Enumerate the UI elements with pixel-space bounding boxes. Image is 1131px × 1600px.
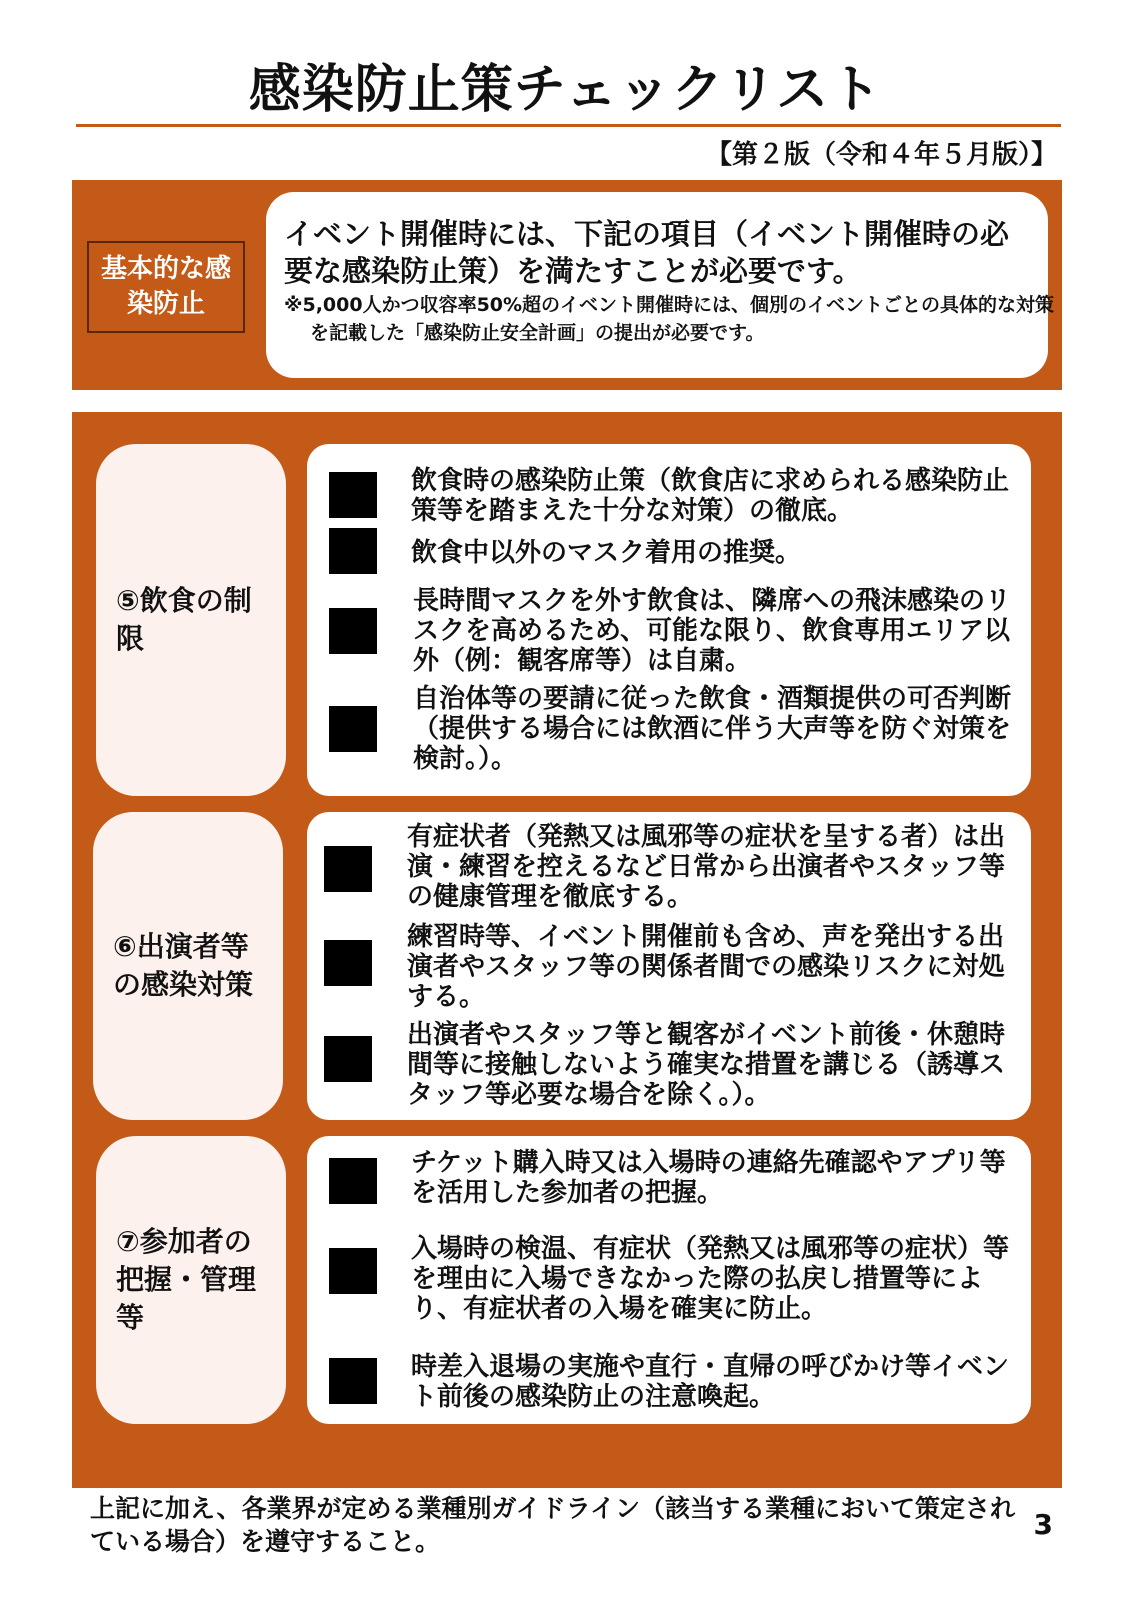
category-label: ⑥出演者等の感染対策 (113, 930, 254, 1001)
items-participants (307, 1136, 1031, 1424)
category-label: ⑦参加者の把握・管理等 (116, 1225, 257, 1334)
basic-main-text: イベント開催時には、下記の項目（イベント開催時の必要な感染防止策）を満たすことが必要です。 (284, 217, 1010, 289)
edition-label: 【第２版（令和４年５月版）】 (705, 140, 1057, 170)
item-text: 出演者やスタッフ等と観客がイベント前後・休憩時間等に接触しないよう確実な措置を講じる（誘導スタッフ等必要な場合を除く。）。 (407, 1020, 1006, 1111)
checkbox[interactable] (329, 528, 377, 574)
checkbox[interactable] (329, 1358, 377, 1404)
category-performers (93, 812, 283, 1120)
checkbox[interactable] (329, 608, 377, 654)
checkbox[interactable] (324, 1036, 372, 1082)
basic-note-text: ※5,000人かつ収容率50%超のイベント開催時には、個別のイベントごとの具体的な対策を記載した「感染防止安全計画」の提出が必要です。 (284, 294, 1055, 344)
item-text: 練習時等、イベント開催前も含め、声を発出する出演者やスタッフ等の関係者間での感染リスクに対処する。 (407, 922, 1005, 1013)
item-text: チケット購入時又は入場時の連絡先確認やアプリ等を活用した参加者の把握。 (411, 1148, 1006, 1209)
item-text: 時差入退場の実施や直行・直帰の呼びかけ等イベント前後の感染防止の注意喚起。 (411, 1352, 1010, 1413)
checkbox[interactable] (329, 706, 377, 752)
item-text: 入場時の検温、有症状（発熱又は風邪等の症状）等を理由に入場できなかった際の払戻し措置等により、有症状者の入場を確実に防止。 (411, 1234, 1010, 1325)
category-participants (96, 1136, 286, 1424)
category-label: ⑤飲食の制限 (116, 584, 252, 655)
item-text: 飲食中以外のマスク着用の推奨。 (411, 538, 802, 568)
checkbox[interactable] (324, 846, 372, 892)
footer-note: 上記に加え、各業界が定める業種別ガイドライン（該当する業種において策定されている場合）を遵守すること。 (90, 1494, 1016, 1556)
checkbox[interactable] (324, 940, 372, 986)
items-performers (307, 812, 1031, 1120)
basic-info-box (266, 192, 1055, 378)
checkbox[interactable] (329, 1158, 377, 1204)
checkbox[interactable] (329, 472, 377, 518)
page-title: 感染防止策チェックリスト (248, 60, 883, 120)
basic-label: 基本的な感染防止 (87, 241, 245, 333)
item-text: 自治体等の要請に従った飲食・酒類提供の可否判断（提供する場合には飲酒に伴う大声等を防ぐ対策を検討。）。 (413, 684, 1012, 775)
title-underline (76, 124, 1061, 127)
items-eating (307, 444, 1031, 796)
page-number: 3 (1033, 1508, 1053, 1541)
checkbox[interactable] (329, 1248, 377, 1294)
item-text: 有症状者（発熱又は風邪等の症状を呈する者）は出演・練習を控えるなど日常から出演者やスタッフ等の健康管理を徹底する。 (407, 822, 1006, 913)
item-text: 飲食時の感染防止策（飲食店に求められる感染防止策等を踏まえた十分な対策）の徹底。 (411, 466, 1010, 527)
item-text: 長時間マスクを外す飲食は、隣席への飛沫感染のリスクを高めるため、可能な限り、飲食専用エリア以外（例：観客席等）は自粛。 (413, 586, 1012, 677)
category-eating (96, 444, 286, 796)
